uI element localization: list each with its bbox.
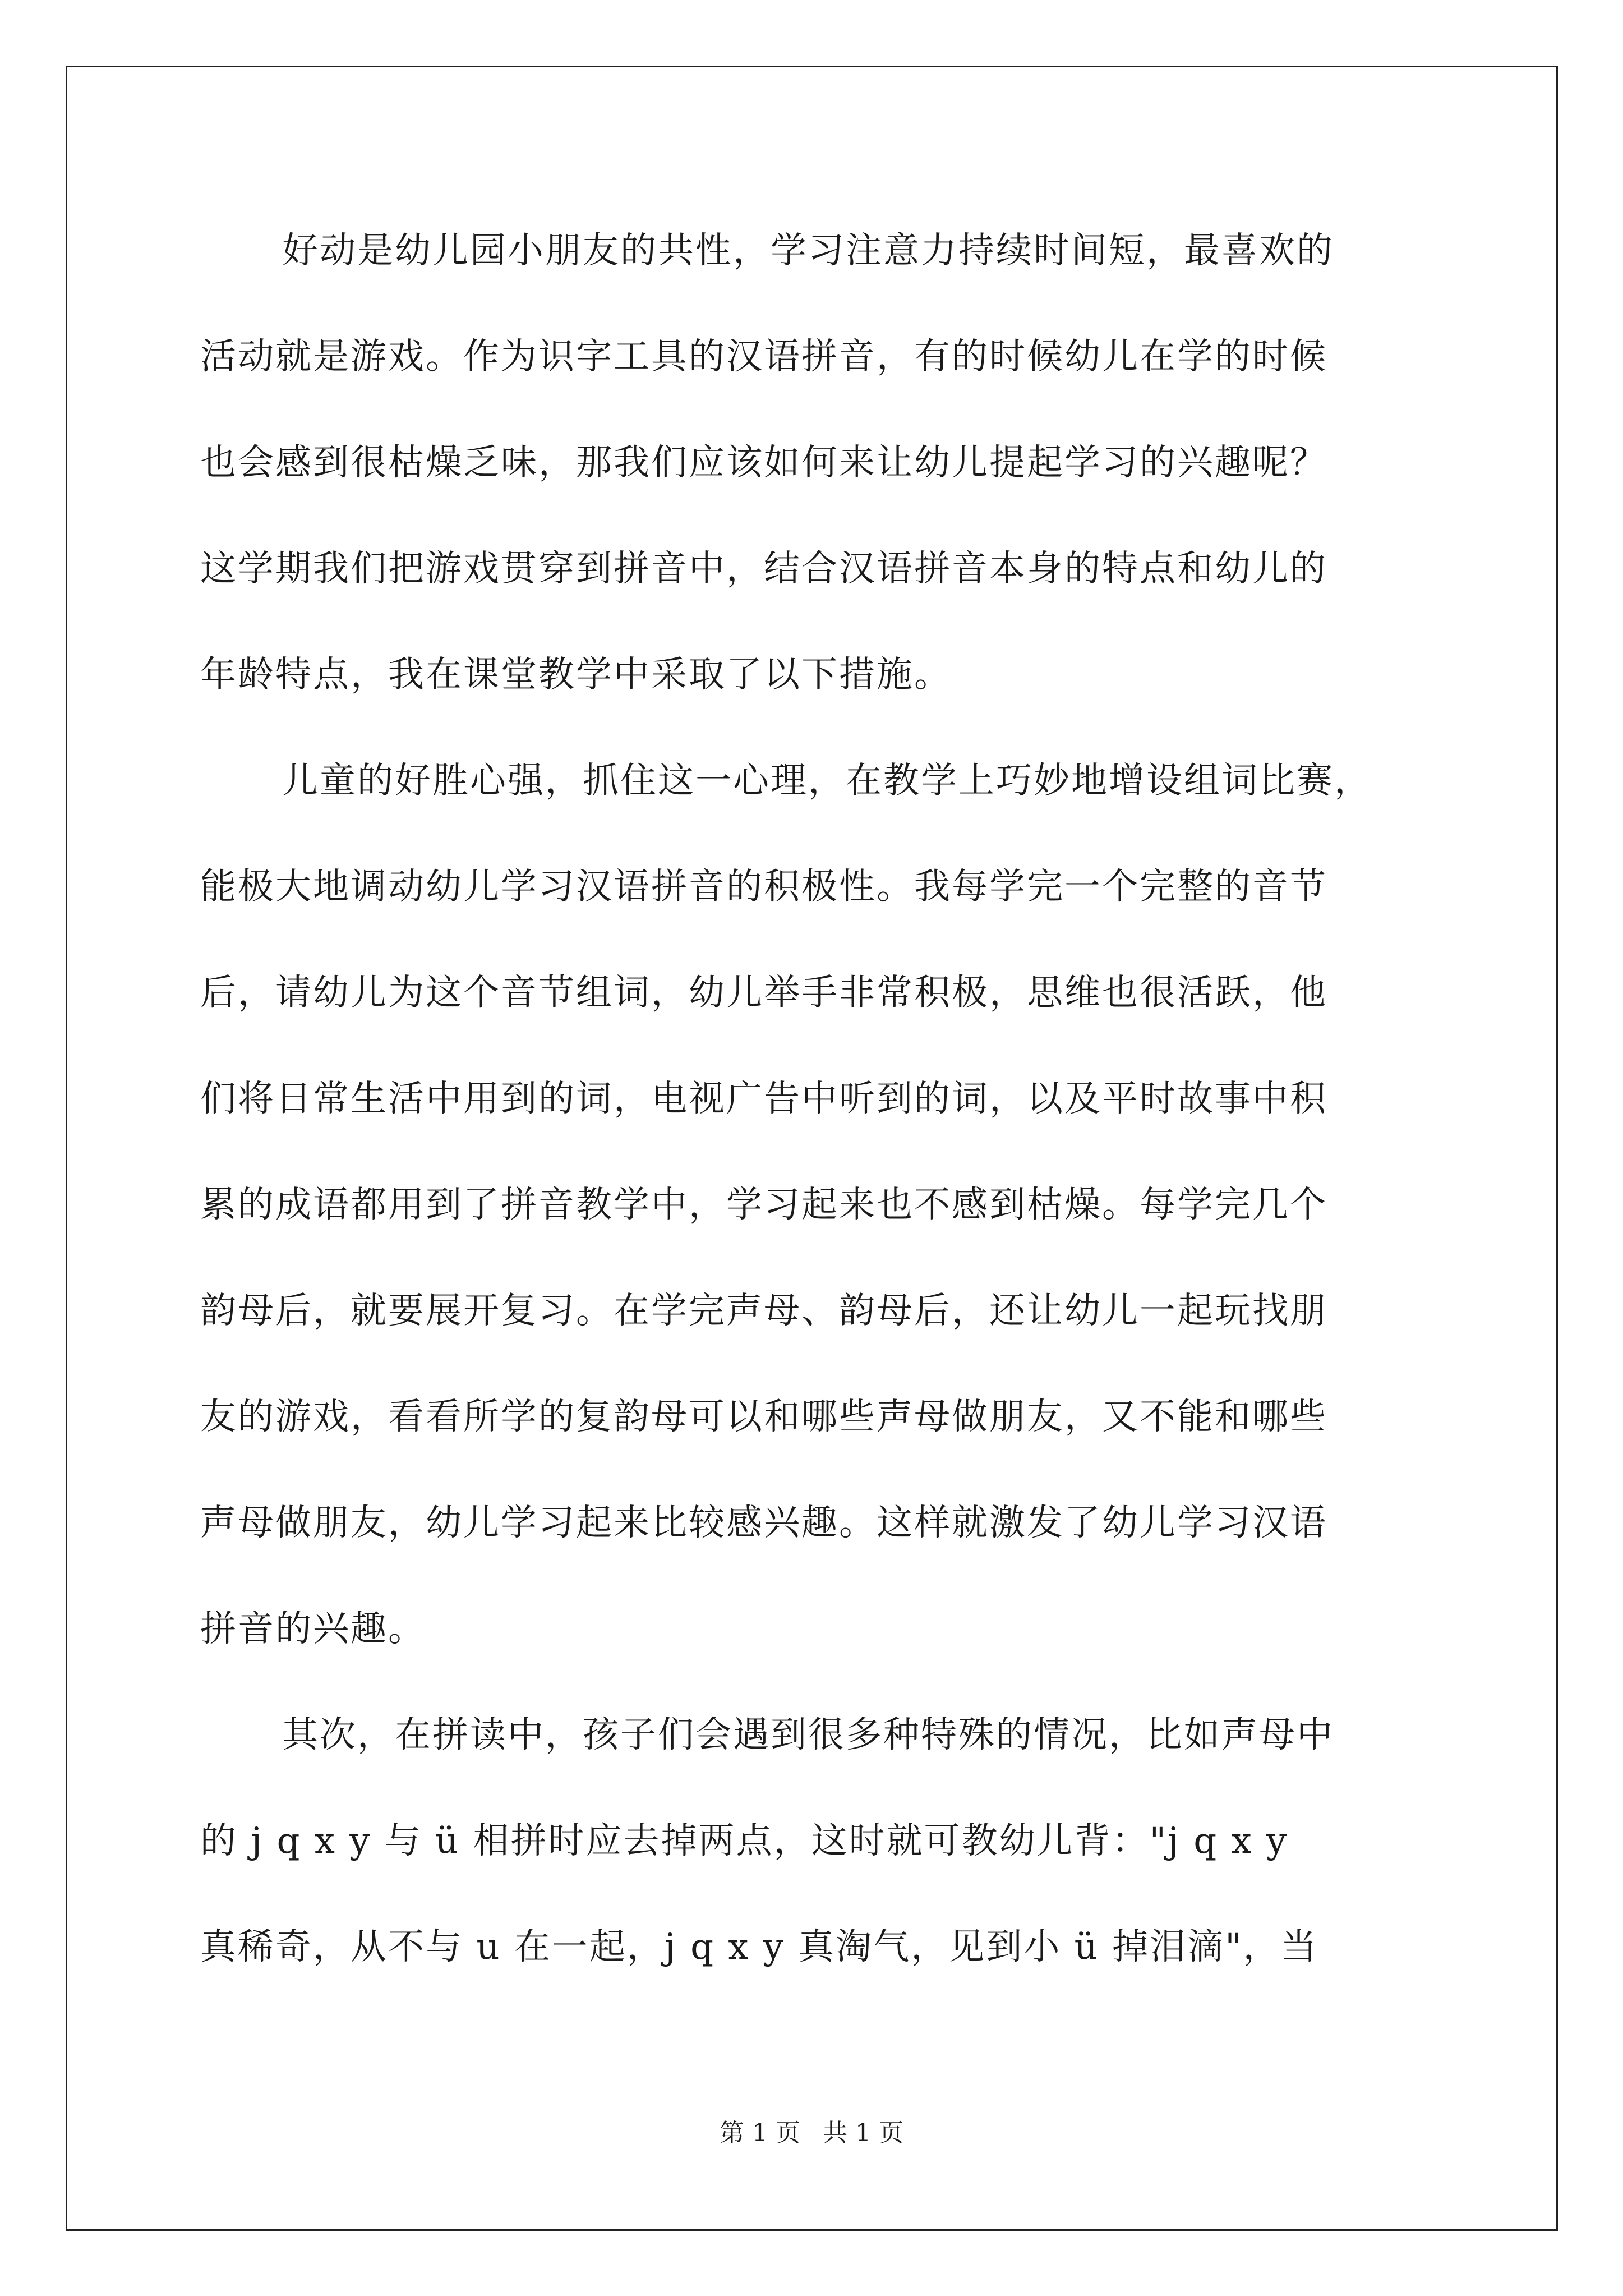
text-line: 累的成语都用到了拼音教学中，学习起来也不感到枯燥。每学完几个 bbox=[200, 1184, 1327, 1226]
text-line: 拼音的兴趣。 bbox=[200, 1608, 426, 1650]
text-line: 活动就是游戏。作为识字工具的汉语拼音，有的时候幼儿在学的时候 bbox=[200, 336, 1327, 378]
text-line: 也会感到很枯燥乏味，那我们应该如何来让幼儿提起学习的兴趣呢？ bbox=[200, 442, 1327, 484]
text-line: 们将日常生活中用到的词，电视广告中听到的词，以及平时故事中积 bbox=[200, 1078, 1327, 1120]
page-total: 共 1 页 bbox=[823, 2119, 903, 2147]
text-line: 这学期我们把游戏贯穿到拼音中，结合汉语拼音本身的特点和幼儿的 bbox=[200, 548, 1327, 590]
text-line: 声母做朋友，幼儿学习起来比较感兴趣。这样就激发了幼儿学习汉语 bbox=[200, 1502, 1327, 1544]
page-footer bbox=[0, 2116, 1623, 2150]
text-line: 好动是幼儿园小朋友的共性，学习注意力持续时间短，最喜欢的 bbox=[282, 230, 1334, 272]
text-line: 韵母后，就要展开复习。在学完声母、韵母后，还让幼儿一起玩找朋 bbox=[200, 1290, 1327, 1332]
page-number: 第 1 页 bbox=[720, 2119, 800, 2147]
text-line: 的 j q x y 与 ü 相拼时应去掉两点，这时就可教幼儿背："j q x y bbox=[200, 1820, 1289, 1862]
text-line: 后，请幼儿为这个音节组词，幼儿举手非常积极，思维也很活跃，他 bbox=[200, 972, 1327, 1014]
text-line: 能极大地调动幼儿学习汉语拼音的积极性。我每学完一个完整的音节 bbox=[200, 866, 1327, 908]
text-line: 真稀奇，从不与 u 在一起，j q x y 真淘气，见到小 ü 掉泪滴"，当 bbox=[200, 1926, 1318, 1968]
text-line: 儿童的好胜心强，抓住这一心理，在教学上巧妙地增设组词比赛， bbox=[282, 760, 1372, 802]
document-body bbox=[200, 209, 1423, 2011]
text-line: 友的游戏，看看所学的复韵母可以和哪些声母做朋友，又不能和哪些 bbox=[200, 1396, 1327, 1438]
text-line: 其次，在拼读中，孩子们会遇到很多种特殊的情况，比如声母中 bbox=[282, 1714, 1334, 1756]
text-line: 年龄特点，我在课堂教学中采取了以下措施。 bbox=[200, 654, 952, 696]
